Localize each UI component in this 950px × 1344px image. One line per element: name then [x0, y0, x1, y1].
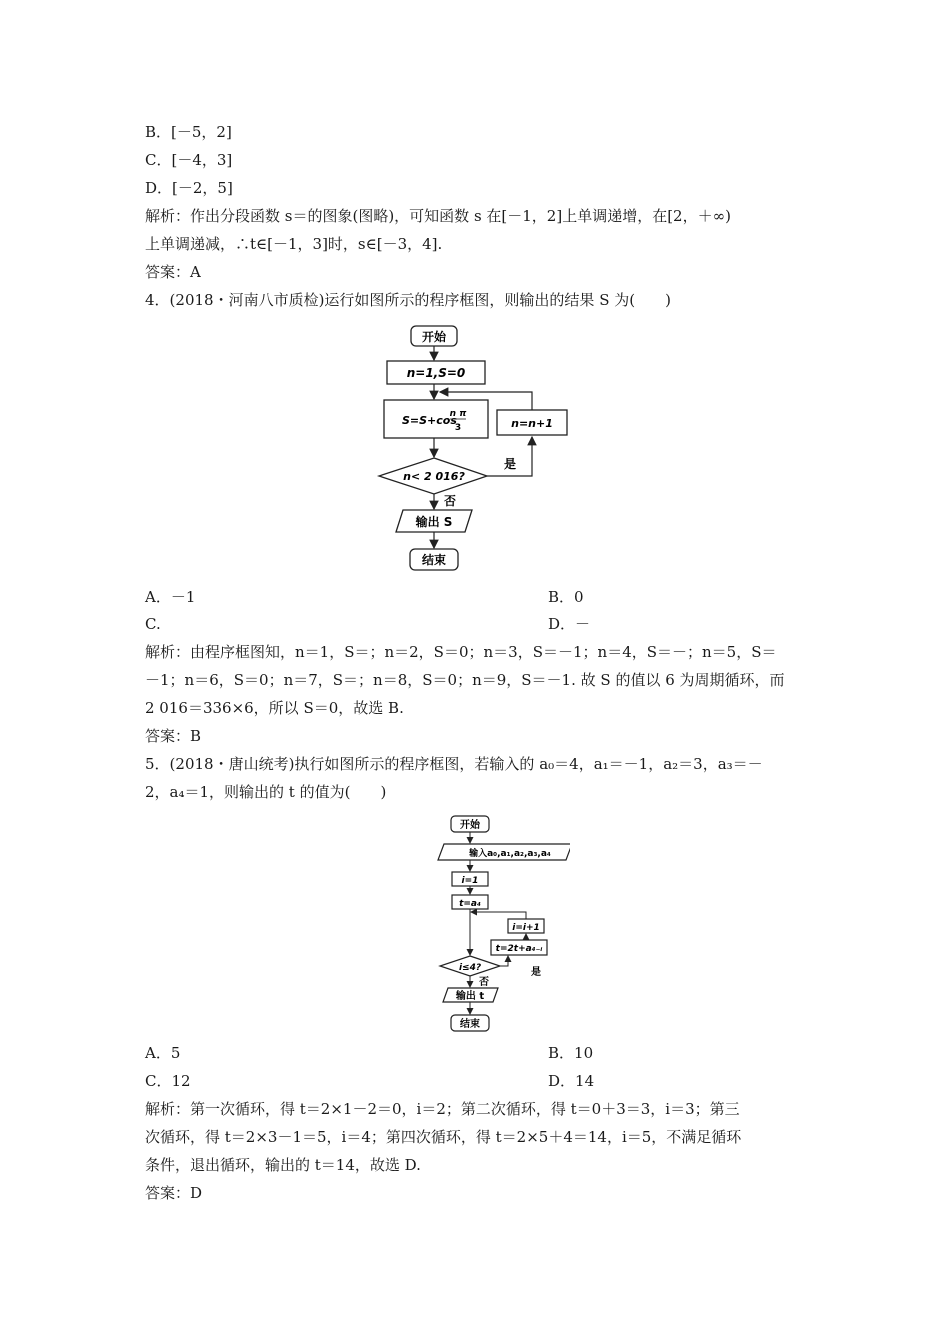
q4-yes-label: 是: [503, 457, 517, 471]
q4-body-prefix: S=S+cos: [402, 414, 457, 427]
q4-option-a: A．－1: [145, 588, 196, 606]
q4-analysis-line-2: －1；n＝6，S＝0；n＝7，S＝；n＝8，S＝0；n＝9，S＝－1. 故 S 的值以 6 为周期循环，而: [145, 671, 785, 689]
q5-option-b: B．10: [548, 1044, 594, 1062]
q5-stem-line-1: 5．(2018・唐山统考)执行如图所示的程序框图，若输入的 a₀＝4，a₁＝－1，a₂＝3，a₃＝－: [145, 755, 763, 773]
q5-yes-label: 是: [531, 967, 541, 978]
q5-answer: 答案：D: [145, 1184, 203, 1202]
q4-analysis-line-3: 2 016＝336×6，所以 S＝0，故选 B.: [145, 699, 404, 717]
q5-option-c: C．12: [145, 1072, 191, 1090]
q5-option-a: A．5: [145, 1044, 181, 1062]
q3-option-b: B．[－5，2]: [145, 123, 232, 141]
q5-update-label: t=2t+a₄₋ᵢ: [495, 944, 543, 954]
q5-flowchart: [434, 812, 570, 1037]
q5-end-label: 结束: [460, 1019, 480, 1030]
q4-stem: 4．(2018・河南八市质检)运行如图所示的程序框图，则输出的结果 S 为( ): [145, 291, 671, 309]
q5-condition-label: i≤4?: [458, 963, 482, 973]
q4-end-label: 结束: [421, 553, 447, 567]
q4-condition-label: n< 2 016?: [403, 470, 465, 483]
q4-body-frac-num: n π: [449, 409, 467, 419]
q4-flowchart: [370, 320, 570, 576]
q4-analysis-line-1: 解析：由程序框图知，n＝1，S＝；n＝2，S＝0；n＝3，S＝－1；n＝4，S＝－；n＝5，S＝: [145, 643, 777, 661]
q4-output-label: 输出 S: [415, 515, 453, 529]
q5-start-label: 开始: [460, 820, 480, 831]
q5-option-d: D．14: [548, 1072, 595, 1090]
q3-analysis-line-2: 上单调递减，∴t∈[－1，3]时，s∈[－3，4].: [145, 235, 443, 253]
q5-input-label: 输入a₀,a₁,a₂,a₃,a₄: [469, 849, 551, 859]
q4-init-label: n=1,S=0: [406, 366, 466, 380]
q4-start-label: 开始: [421, 330, 447, 344]
q4-increment-label: n=n+1: [511, 417, 553, 430]
q5-no-label: 否: [479, 977, 489, 988]
q5-init-i-label: i=1: [461, 876, 479, 886]
q5-analysis-line-1: 解析：第一次循环，得 t＝2×1－2＝0，i＝2；第二次循环，得 t＝0＋3＝3，i＝3；第三: [145, 1100, 740, 1118]
q3-answer: 答案：A: [145, 263, 201, 281]
q4-option-b: B．0: [548, 588, 584, 606]
q5-increment-label: i=i+1: [512, 923, 540, 933]
q3-option-d: D．[－2，5]: [145, 179, 233, 197]
q5-analysis-line-3: 条件，退出循环，输出的 t＝14，故选 D.: [145, 1156, 421, 1174]
q4-answer: 答案：B: [145, 727, 202, 745]
q5-init-t-label: t=a₄: [459, 899, 481, 909]
q5-output-label: 输出 t: [455, 991, 485, 1002]
q4-body-frac-den: 3: [454, 423, 462, 433]
q4-no-label: 否: [443, 494, 457, 508]
q5-stem-line-2: 2，a₄＝1，则输出的 t 的值为( ): [145, 783, 387, 801]
q4-option-d: D．－: [548, 615, 591, 633]
q5-analysis-line-2: 次循环，得 t＝2×3－1＝5，i＝4；第四次循环，得 t＝2×5＋4＝14，i＝5，不满足循环: [145, 1128, 742, 1146]
q3-analysis-line-1: 解析：作出分段函数 s＝的图象(图略)，可知函数 s 在[－1，2]上单调递增，在[2，＋∞): [145, 207, 731, 225]
q4-option-c: C.: [145, 615, 161, 633]
q3-option-c: C．[－4，3]: [145, 151, 233, 169]
